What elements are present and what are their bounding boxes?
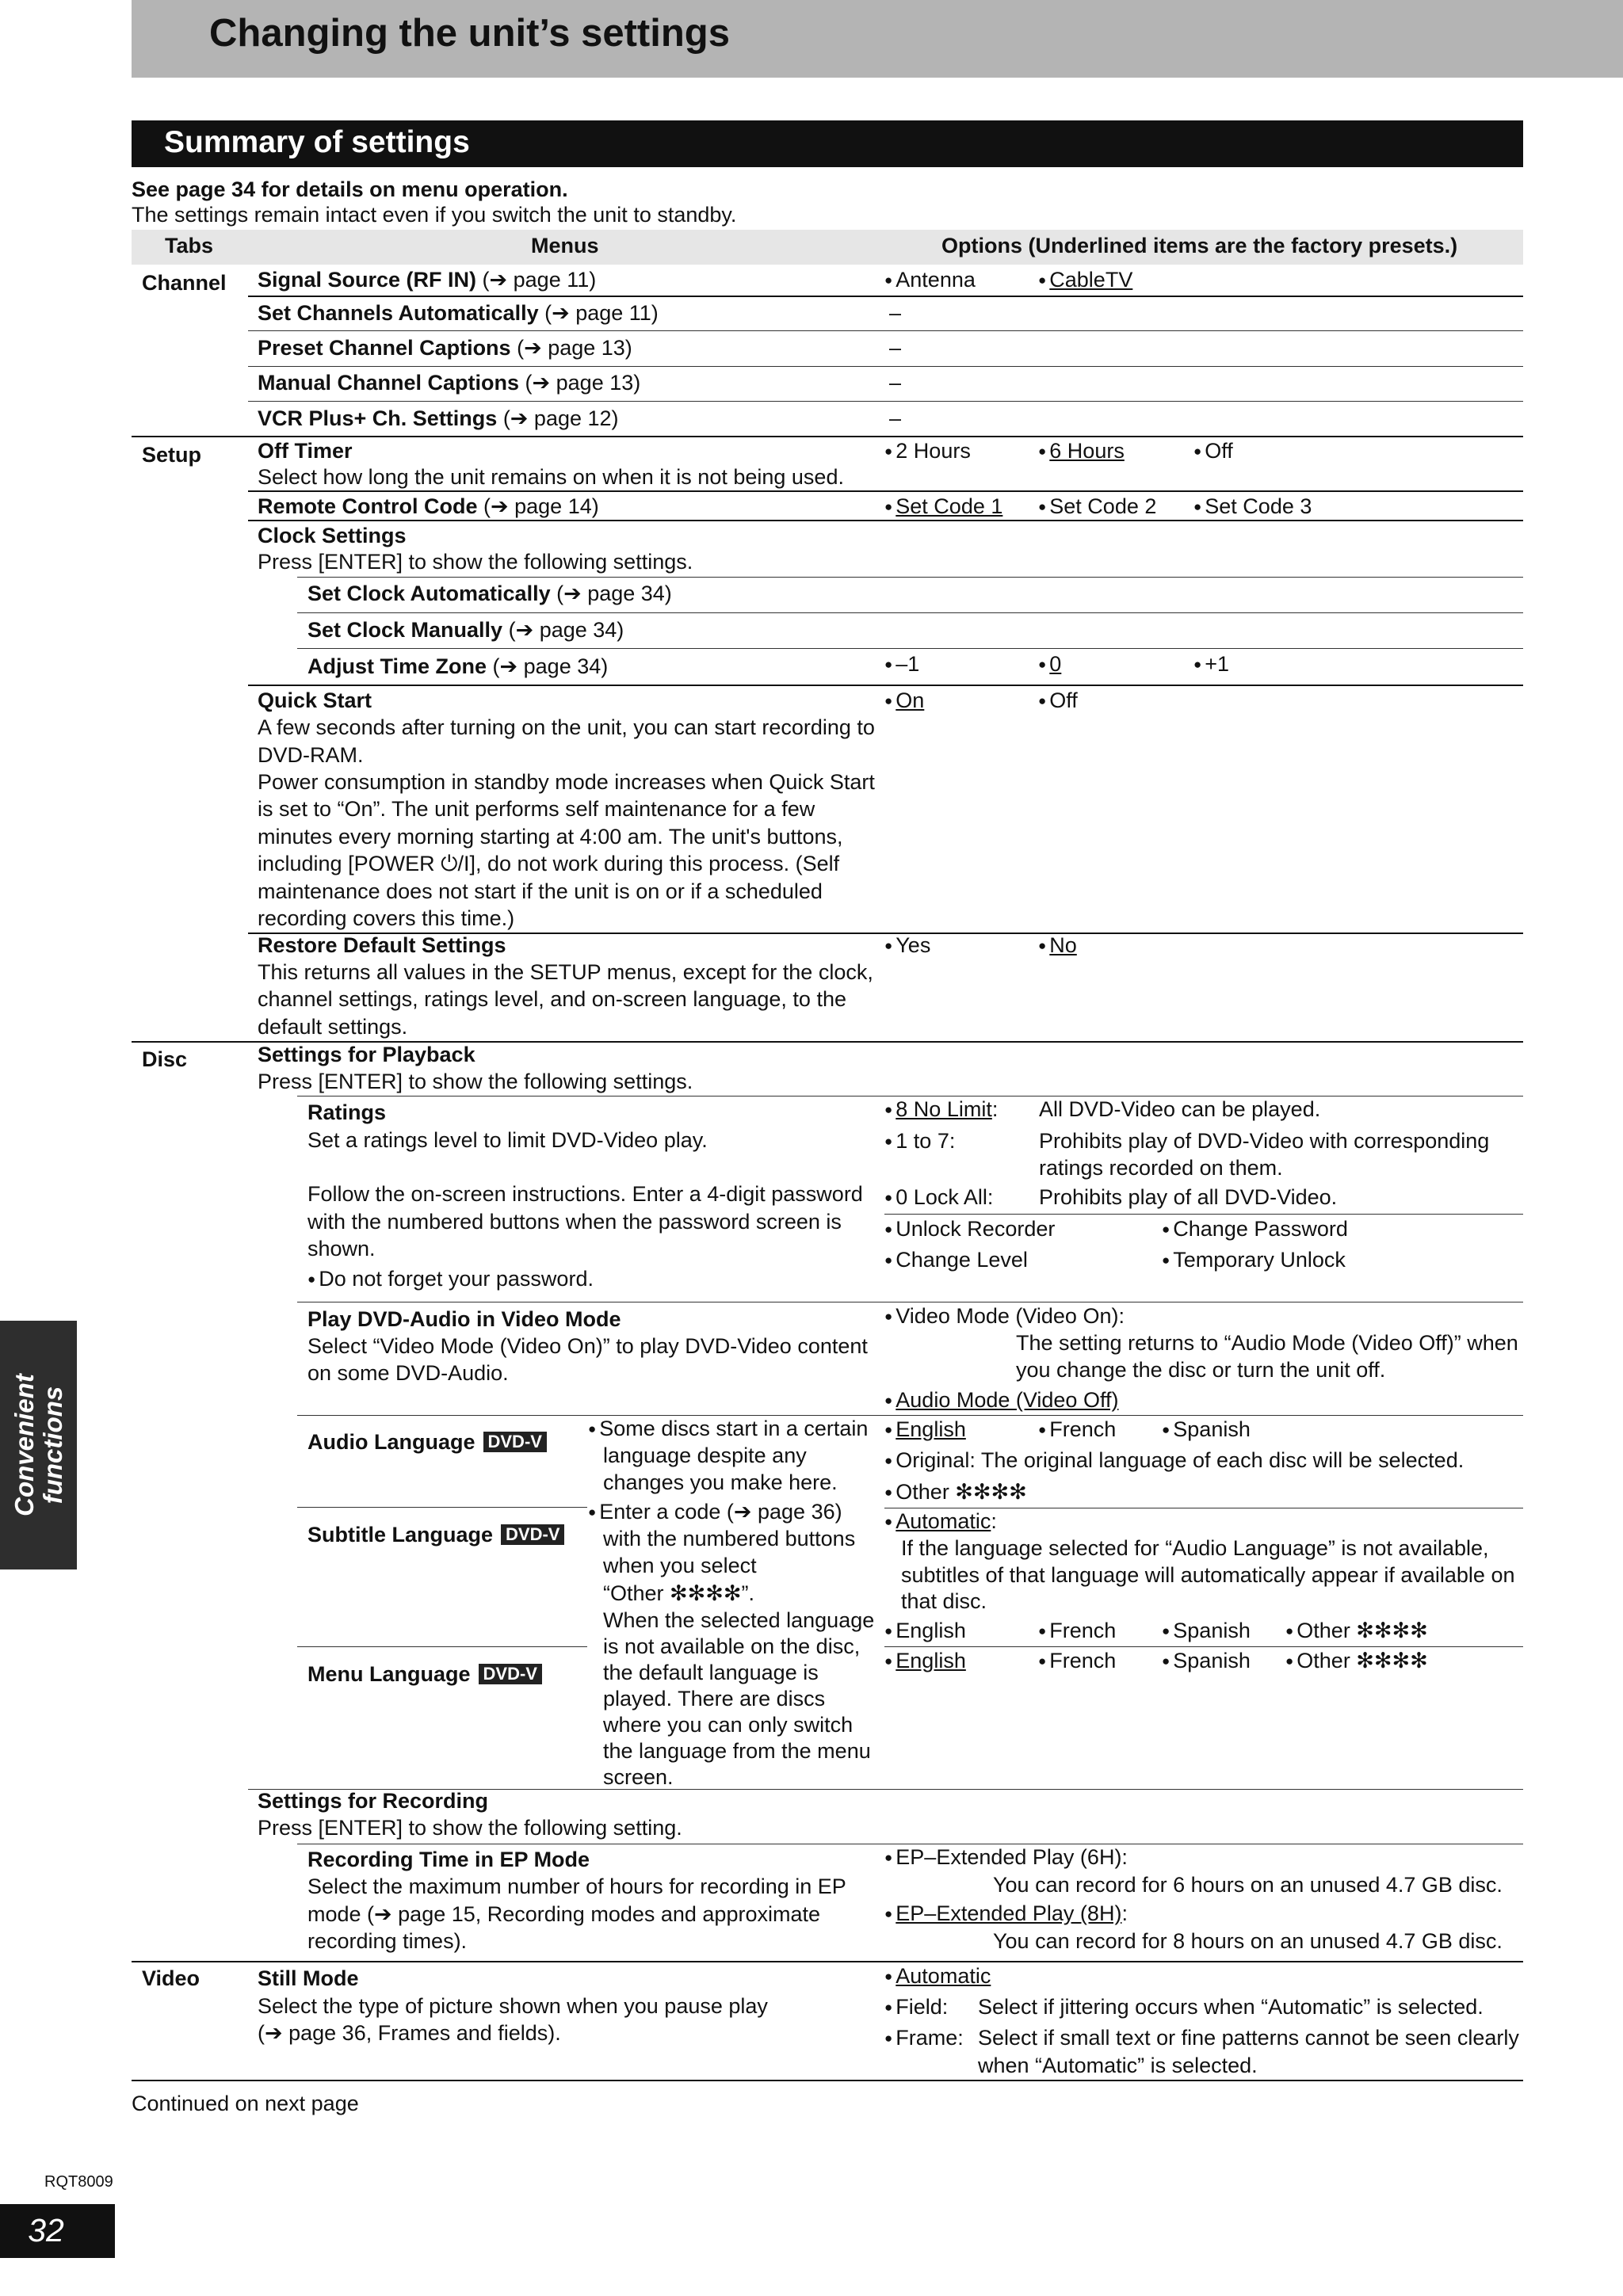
menu-manual-captions: Manual Channel Captions (➔ page 13) [258,371,641,395]
tab-disc: Disc [142,1047,188,1071]
option-dash: – [889,371,902,395]
option-change-level: ● Change Level [884,1246,1028,1276]
row-divider [297,577,1523,578]
row-divider [248,296,1523,297]
option-automatic: ● Automatic: [884,1508,997,1538]
option-6-hours: ● 6 Hours [1038,437,1125,467]
option-french: ● French [1038,1416,1116,1446]
menu-vcr-plus: VCR Plus+ Ch. Settings (➔ page 12) [258,406,619,430]
tab-channel: Channel [142,271,227,295]
row-divider [248,401,1523,402]
quick-start-line: including [POWER ⏻/I], do not work during this process. (Self [258,852,840,875]
ep-8h-desc: You can record for 8 hours on an unused 4.7 GB disc. [993,1929,1503,1953]
option-off: ● Off [1038,687,1078,717]
language-note-line: When the selected language [603,1608,875,1632]
ep-mode-line: recording times). [307,1929,468,1953]
tab-video: Video [142,1966,200,1990]
option-audio-mode-off: ● Audio Mode (Video Off) [884,1386,1118,1417]
page-title: Changing the unit’s settings [209,12,730,55]
option-antenna: ● Antenna [884,266,976,296]
ratings-note: ● Do not forget your password. [307,1265,594,1295]
dvd-v-badge: DVD-V [483,1432,547,1452]
menu-preset-captions: Preset Channel Captions (➔ page 13) [258,336,632,360]
menu-clock-auto: Set Clock Automatically (➔ page 34) [307,582,672,605]
option-english: ● English [884,1647,966,1677]
option-automatic: ● Automatic [884,1962,991,1993]
option-other: ● Other ✻✻✻✻ [884,1478,1027,1508]
menu-signal-source: Signal Source (RF IN) (➔ page 11) [258,268,597,292]
option-1-to-7-desc: ratings recorded on them. [1039,1156,1283,1180]
language-note-line: where you can only switch [603,1713,854,1737]
frame-desc: when “Automatic” is selected. [978,2054,1258,2077]
dvd-audio-line: Select “Video Mode (Video On)” to play DVD-Video content [307,1334,868,1358]
ep-mode-line: mode (➔ page 15, Recording modes and approximate [307,1902,820,1926]
row-divider [297,612,1523,613]
option-french: ● French [1038,1617,1116,1647]
option-french: ● French [1038,1647,1116,1677]
menu-settings-recording: Settings for Recording [258,1789,489,1813]
playback-desc: Press [ENTER] to show the following settings. [258,1070,693,1093]
menu-quick-start: Quick Start [258,688,372,712]
page-number: 32 [28,2212,64,2248]
row-divider [297,648,1523,649]
option-plus-1: ● +1 [1193,650,1229,681]
row-divider [248,330,1523,331]
video-mode-note: The setting returns to “Audio Mode (Video Off)” when [1016,1331,1518,1355]
option-english: ● English [884,1416,966,1446]
side-tab [0,1321,77,1569]
option-english: ● English [884,1617,966,1647]
option-dash: – [889,336,902,360]
intro-text: The settings remain intact even if you switch the unit to standby. [132,203,737,227]
ratings-desc: Set a ratings level to limit DVD-Video play. [307,1128,708,1152]
quick-start-line: recording covers this time.) [258,906,515,930]
automatic-note: subtitles of that language will automatically appear if available on [901,1563,1515,1587]
language-note-line: ● Enter a code (➔ page 36) [588,1498,842,1528]
option-2-hours: ● 2 Hours [884,437,971,467]
option-dash: – [889,301,902,325]
option-no: ● No [1038,932,1077,962]
row-divider [297,1507,587,1508]
restore-line: channel settings, ratings level, and on-screen language, to the [258,987,846,1011]
menu-set-channels: Set Channels Automatically (➔ page 11) [258,301,659,325]
automatic-note: If the language selected for “Audio Language” is not available, [901,1536,1489,1560]
menu-time-zone: Adjust Time Zone (➔ page 34) [307,654,609,678]
menu-menu-language: Menu Language DVD-V [307,1661,542,1688]
ratings-line: with the numbered buttons when the password screen is [307,1210,842,1234]
menu-clock-settings: Clock Settings [258,524,407,547]
option-on: ● On [884,687,924,717]
option-off: ● Off [1193,437,1233,467]
option-8-desc: All DVD-Video can be played. [1039,1097,1321,1121]
intro-bold: See page 34 for details on menu operation. [132,177,568,201]
option-set-code-2: ● Set Code 2 [1038,493,1156,523]
quick-start-line: is set to “On”. The unit performs self maintenance for a few [258,797,815,821]
option-cabletv: ● CableTV [1038,266,1132,296]
quick-start-line: maintenance does not start if the unit is on or if a scheduled [258,879,823,903]
still-mode-line: Select the type of picture shown when you pause play [258,1994,768,2018]
option-0-lock-all: ● 0 Lock All: [884,1184,993,1214]
side-tab-line: functions [37,1386,67,1505]
option-spanish: ● Spanish [1162,1617,1251,1647]
quick-start-line: minutes every morning starting at 4:00 am. The unit's buttons, [258,825,843,849]
language-note-line: when you select [603,1554,757,1577]
menu-ep-mode: Recording Time in EP Mode [307,1848,590,1871]
language-note-line: is not available on the disc, [603,1634,861,1658]
option-field: ● Field: [884,1993,948,2023]
quick-start-line: Power consumption in standby mode increases when Quick Start [258,770,875,794]
language-note-line: ● Some discs start in a certain [588,1415,868,1445]
row-divider [297,1646,587,1647]
restore-line: This returns all values in the SETUP menus, except for the clock, [258,960,873,984]
menu-subtitle-language: Subtitle Language DVD-V [307,1521,564,1548]
title-bar [132,0,1623,78]
language-note-line: changes you make here. [603,1470,838,1494]
ratings-line: shown. [307,1237,376,1261]
language-note-line: “Other ✻✻✻✻”. [603,1581,755,1605]
tab-divider [132,1961,1523,1962]
ep-mode-line: Select the maximum number of hours for recording in EP [307,1875,846,1898]
ep-6h-desc: You can record for 6 hours on an unused 4.7 GB disc. [993,1873,1503,1897]
option-spanish: ● Spanish [1162,1647,1251,1677]
menu-restore-defaults: Restore Default Settings [258,933,506,957]
option-change-password: ● Change Password [1162,1215,1348,1245]
option-set-code-1: ● Set Code 1 [884,493,1002,523]
menu-off-timer: Off Timer [258,439,353,463]
menu-remote-code: Remote Control Code (➔ page 14) [258,494,599,518]
language-note-line: screen. [603,1765,674,1789]
language-note-line: language despite any [603,1444,807,1467]
menu-audio-language: Audio Language DVD-V [307,1428,547,1455]
page-number-box [0,2204,115,2258]
section-bar [132,120,1523,167]
dvd-audio-line: on some DVD-Audio. [307,1361,509,1385]
doc-code: RQT8009 [44,2173,113,2191]
option-1-to-7: ● 1 to 7: [884,1127,955,1158]
option-video-mode-on: ● Video Mode (Video On): [884,1302,1125,1333]
row-divider [248,520,1523,521]
tab-setup: Setup [142,443,202,467]
header-tabs: Tabs [165,234,214,257]
language-note-line: the default language is [603,1661,819,1684]
option-unlock-recorder: ● Unlock Recorder [884,1215,1055,1245]
row-divider [248,490,1523,492]
option-ep-8h: ● EP–Extended Play (8H): [884,1900,1128,1930]
table-bottom-border [132,2080,1523,2081]
recording-desc: Press [ENTER] to show the following setting. [258,1816,682,1840]
clock-desc: Press [ENTER] to show the following settings. [258,550,693,574]
option-other: ● Other ✻✻✻✻ [1285,1617,1428,1647]
language-note-line: played. There are discs [603,1687,826,1711]
field-desc: Select if jittering occurs when “Automatic” is selected. [978,1995,1484,2019]
still-mode-line: (➔ page 36, Frames and fields). [258,2021,561,2045]
option-0-desc: Prohibits play of all DVD-Video. [1039,1185,1338,1209]
language-note-line: the language from the menu [603,1739,871,1763]
option-ep-6h: ● EP–Extended Play (6H): [884,1844,1128,1874]
option-frame: ● Frame: [884,2024,964,2054]
option-yes: ● Yes [884,932,930,962]
option-1-to-7-desc: Prohibits play of DVD-Video with corresponding [1039,1129,1490,1153]
option-zero: ● 0 [1038,650,1061,681]
option-minus-1: ● –1 [884,650,919,681]
quick-start-line: A few seconds after turning on the unit, you can start recording to [258,715,875,739]
dvd-v-badge: DVD-V [501,1524,564,1545]
row-divider [248,366,1523,367]
language-note-line: with the numbered buttons [603,1527,856,1550]
row-divider [884,1214,1523,1215]
header-menus: Menus [531,234,599,257]
video-mode-note: you change the disc or turn the unit off. [1016,1358,1386,1382]
menu-settings-playback: Settings for Playback [258,1043,475,1066]
ratings-line: Follow the on-screen instructions. Enter a 4-digit password [307,1182,863,1206]
header-options: Options (Underlined items are the factory presets.) [941,234,1458,257]
dvd-v-badge: DVD-V [479,1664,542,1684]
side-tab-line: Convenient [9,1374,39,1516]
restore-line: default settings. [258,1015,408,1039]
option-original: ● Original: The original language of each disc will be selected. [884,1447,1464,1477]
quick-start-line: DVD-RAM. [258,743,364,767]
automatic-note: that disc. [901,1589,987,1613]
option-temporary-unlock: ● Temporary Unlock [1162,1246,1346,1276]
section-title: Summary of settings [164,125,470,159]
option-set-code-3: ● Set Code 3 [1193,493,1312,523]
row-divider [248,685,1523,686]
option-other: ● Other ✻✻✻✻ [1285,1647,1428,1677]
option-8-no-limit: ● 8 No Limit: [884,1096,998,1126]
option-spanish: ● Spanish [1162,1416,1251,1446]
continued-note: Continued on next page [132,2092,359,2115]
off-timer-desc: Select how long the unit remains on when it is not being used. [258,465,844,489]
menu-still-mode: Still Mode [258,1966,359,1990]
menu-dvd-audio: Play DVD-Audio in Video Mode [307,1307,621,1331]
menu-clock-manual: Set Clock Manually (➔ page 34) [307,618,624,642]
option-dash: – [889,406,902,430]
frame-desc: Select if small text or fine patterns cannot be seen clearly [978,2026,1519,2050]
menu-ratings: Ratings [307,1100,387,1124]
